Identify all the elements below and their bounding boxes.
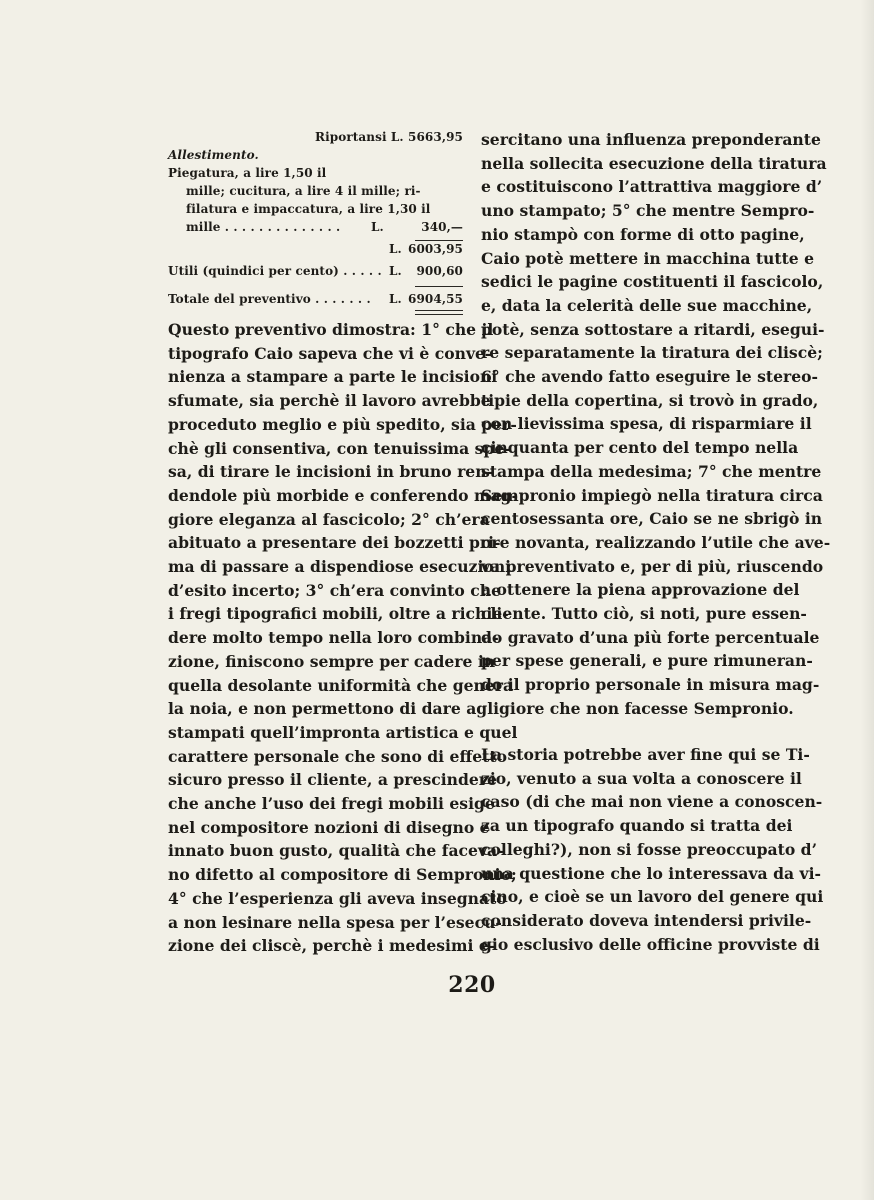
text-line: proceduto meglio e più spedito, sia per- [168, 414, 517, 434]
finishing-currency: L. [371, 220, 384, 234]
text-line: a non lesinare nella spesa per l’esecu- [168, 912, 502, 932]
page-number: 220 [448, 972, 496, 998]
finishing-line-4-text: mille . . . . . . . . . . . . . . [186, 220, 341, 234]
subtotal-row [168, 240, 463, 258]
text-line: cliente. Tutto ciò, si noti, pure essen- [481, 604, 807, 624]
text-line: abituato a presentare dei bozzetti pri- [168, 533, 501, 553]
text-line: e costituiscono l’attrattiva maggiore d’ [481, 177, 823, 197]
text-line: d’esito incerto; 3° ch’era convinto che [168, 580, 502, 600]
text-line: cino, e cioè se un lavoro del genere qui [481, 887, 824, 907]
text-line: giore eleganza al fascicolo; 2° ch’era [168, 509, 490, 529]
finishing-line-2: mille; cucitura, a lire 4 il mille; ri- [186, 184, 421, 198]
text-line: zione dei cliscè, perchè i medesimi e- [168, 936, 496, 956]
text-line: 4° che l’esperienza gli aveva insegnato [168, 888, 507, 908]
text-line: che anche l’uso dei fregi mobili esige [168, 794, 495, 814]
text-line: ore novanta, realizzando l’utile che ave- [481, 532, 831, 552]
total-row [168, 286, 463, 304]
text-line: do gravato d’una più forte percentuale [481, 627, 820, 647]
carried-forward-amount: 5663,95 [408, 130, 463, 144]
text-line: caso (di che mai non viene a conoscen- [481, 792, 823, 812]
text-line: za un tipografo quando si tratta dei [481, 816, 793, 836]
text-line: re separatamente la tiratura dei cliscè; [481, 343, 823, 363]
text-line: no difetto al compositore di Sempronio; [168, 865, 517, 885]
page-edge-shadow [860, 0, 874, 1200]
finishing-line-3: filatura e impaccatura, a lire 1,30 il [186, 202, 431, 216]
subtotal-amount: 6003,95 [408, 242, 463, 256]
right-body-paragraph-2 [481, 743, 824, 956]
finishing-entry [168, 146, 463, 236]
text-line: con lievissima spesa, di risparmiare il [481, 414, 812, 434]
total-double-rule [415, 310, 463, 315]
text-line: sedici le pagine costituenti il fascicolo, [481, 272, 824, 292]
text-line: quella desolante uniformità che genera [168, 675, 514, 695]
text-line: a ottenere la piena approvazione del [481, 580, 800, 600]
text-line: per spese generali, e pure rimuneran- [481, 651, 813, 671]
text-line: sa, di tirare le incisioni in bruno ren- [168, 462, 494, 482]
text-line: do il proprio personale in misura mag- [481, 675, 820, 695]
text-line: va preventivato e, per di più, riuscendo [481, 556, 824, 576]
text-line: i fregi tipografici mobili, oltre a richie- [168, 604, 509, 624]
text-line: nella sollecita esecuzione della tiratura [481, 153, 827, 173]
carried-forward-label: Riportansi L. [315, 130, 404, 144]
finishing-line-4 [168, 218, 463, 236]
text-line: dendole più morbide e conferendo mag- [168, 485, 518, 505]
finishing-amount: 340,— [421, 220, 463, 234]
text-line: dere molto tempo nella loro combina- [168, 628, 499, 648]
text-line: e, data la celerità delle sue macchine, [481, 295, 813, 315]
profit-row [168, 262, 463, 280]
left-body-paragraph [168, 318, 518, 958]
text-line: Sempronio impiegò nella tiratura circa [481, 485, 823, 505]
profit-amount: 900,60 [416, 264, 463, 278]
text-line: uno stampato; 5° che mentre Sempro- [481, 201, 815, 221]
text-line: chè gli consentiva, con tenuissima spe- [168, 438, 511, 458]
profit-currency: L. [389, 264, 402, 278]
text-line: stampati quell’impronta artistica e quel [168, 722, 518, 742]
finishing-heading: Allestimento. [168, 148, 259, 162]
text-line: nio stampò con forme di otto pagine, [481, 224, 805, 244]
text-line: una questione che lo interessava da vi- [481, 863, 821, 883]
text-line: tipie della copertina, si trovò in grado, [481, 390, 819, 410]
text-line: giore che non facesse Sempronio. [499, 698, 794, 718]
finishing-line-1: Piegatura, a lire 1,50 il [168, 166, 327, 180]
left-column [168, 128, 518, 956]
total-label: Totale del preventivo . . . . . . . [168, 292, 371, 306]
text-line: la noia, e non permettono di dare agli [168, 699, 500, 719]
subtotal-currency: L. [389, 242, 402, 256]
text-line: Questo preventivo dimostra: 1° che il [168, 320, 494, 339]
text-line: sfumate, sia perchè il lavoro avrebbe [168, 391, 491, 411]
text-line: La storia potrebbe aver fine qui se Ti- [481, 745, 810, 764]
text-line: carattere personale che sono di effetto [168, 746, 507, 766]
text-line: nienza a stampare a parte le incisioni [168, 367, 498, 387]
total-currency: L. [389, 292, 402, 306]
right-body-paragraph-1 [481, 128, 831, 721]
text-line: sercitano una influenza preponderante [481, 130, 821, 149]
text-line: potè, senza sottostare a ritardi, esegui- [481, 319, 825, 339]
total-rule [415, 286, 463, 287]
text-line: innato buon gusto, qualità che faceva- [168, 841, 504, 861]
profit-label: Utili (quindici per cento) . . . . . [168, 264, 382, 278]
text-line: nel compositore nozioni di disegno e [168, 817, 490, 837]
text-line: considerato doveva intendersi privile- [481, 910, 812, 930]
cost-estimate-table [168, 128, 463, 304]
text-line: cinquanta per cento del tempo nella [481, 438, 799, 458]
text-line: gio esclusivo delle officine provviste di [481, 934, 820, 954]
text-line: ma di passare a dispendiose esecuzioni [168, 557, 512, 577]
total-amount: 6904,55 [408, 292, 463, 306]
text-line: centosessanta ore, Caio se ne sbrigò in [481, 509, 823, 529]
text-line: 6° che avendo fatto eseguire le stereo- [481, 367, 819, 387]
text-line: zio, venuto a sua volta a conoscere il [481, 768, 802, 788]
text-line: zione, finiscono sempre per cadere in [168, 651, 496, 671]
text-line: tipografo Caio sapeva che vi è conve- [168, 343, 492, 363]
text-line: Caio potè mettere in macchina tutte e [481, 248, 815, 268]
text-line: colleghi?), non si fosse preoccupato d’ [481, 839, 817, 859]
text-line: sicuro presso il cliente, a prescindere [168, 770, 497, 790]
carried-forward-row [168, 128, 463, 146]
text-line: stampa della medesima; 7° che mentre [481, 461, 822, 481]
